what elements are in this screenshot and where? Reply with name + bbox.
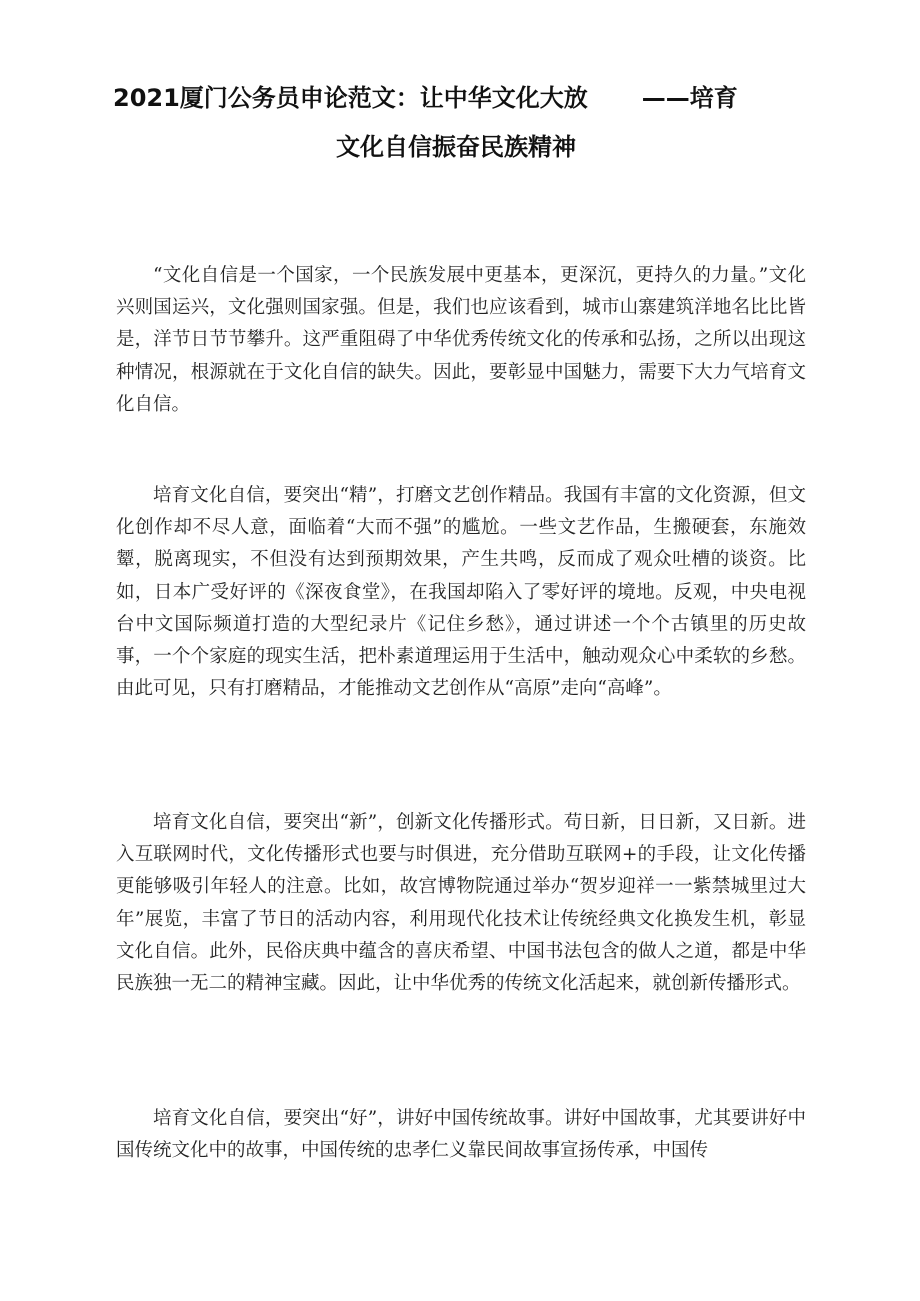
title-main-text: 2021厦门公务员申论范文：让中华文化大放 bbox=[113, 84, 588, 112]
paragraph-3: 培育文化自信，要突出“新”，创新文化传播形式。苟日新，日日新，又日新。进入互联网时代，文化传播形式也要与时俱进，充分借助互联网+的手段，让文化传播更能够吸引年轻人的注意。比如，故宫博物院通过举办“贺岁迎祥一一紫禁城里过大年”展览，丰富了节日的活动内容，利用现代化技术让传统经典文化换发生机，彰显文化自信。此外，民俗庆典中蕴含的喜庆希望、中国书法包含的做人之道，都是中华民族独一无二的精神宝藏。因此，让中华优秀的传统文化活起来，就创新传播形式。 bbox=[116, 812, 806, 995]
paragraph-1: “文化自信是一个国家，一个民族发展中更基本，更深沉，更持久的力量。”文化兴则国运兴，文化强则国家强。但是，我们也应该看到，城市山寨建筑洋地名比比皆是，洋节日节节攀升。这严重阻碍了中华优秀传统文化的传承和弘扬，之所以出现这种情况，根源就在于文化自信的缺失。因此，要彰显中国魅力，需要下大力气培育文化自信。 bbox=[116, 265, 806, 415]
title-subtitle-start: ——培育 bbox=[641, 84, 738, 112]
document-title-line-1 bbox=[113, 78, 738, 113]
paragraph-2: 培育文化自信，要突出“精”，打磨文艺创作精品。我国有丰富的文化资源，但文化创作却不尽人意，面临着“大而不强”的尴尬。一些文艺作品，生搬硬套，东施效颦，脱离现实，不但没有达到预期效果，产生共鸣，反而成了观众吐槽的谈资。比如，日本广受好评的《深夜食堂》，在我国却陷入了零好评的境地。反观，中央电视台中文国际频道打造的大型纪录片《记住乡愁》，通过讲述一个个古镇里的历史故事，一个个家庭的现实生活，把朴素道理运用于生活中，触动观众心中柔软的乡愁。由此可见，只有打磨精品，才能推动文艺创作从“高原”走向“高峰”。 bbox=[116, 485, 806, 700]
document-title-line-2: 文化自信振奋民族精神 bbox=[336, 133, 576, 161]
paragraph-4: 培育文化自信，要突出“好”，讲好中国传统故事。讲好中国故事，尤其要讲好中国传统文化中的故事，中国传统的忠孝仁义靠民间故事宣扬传承，中国传 bbox=[116, 1108, 806, 1162]
